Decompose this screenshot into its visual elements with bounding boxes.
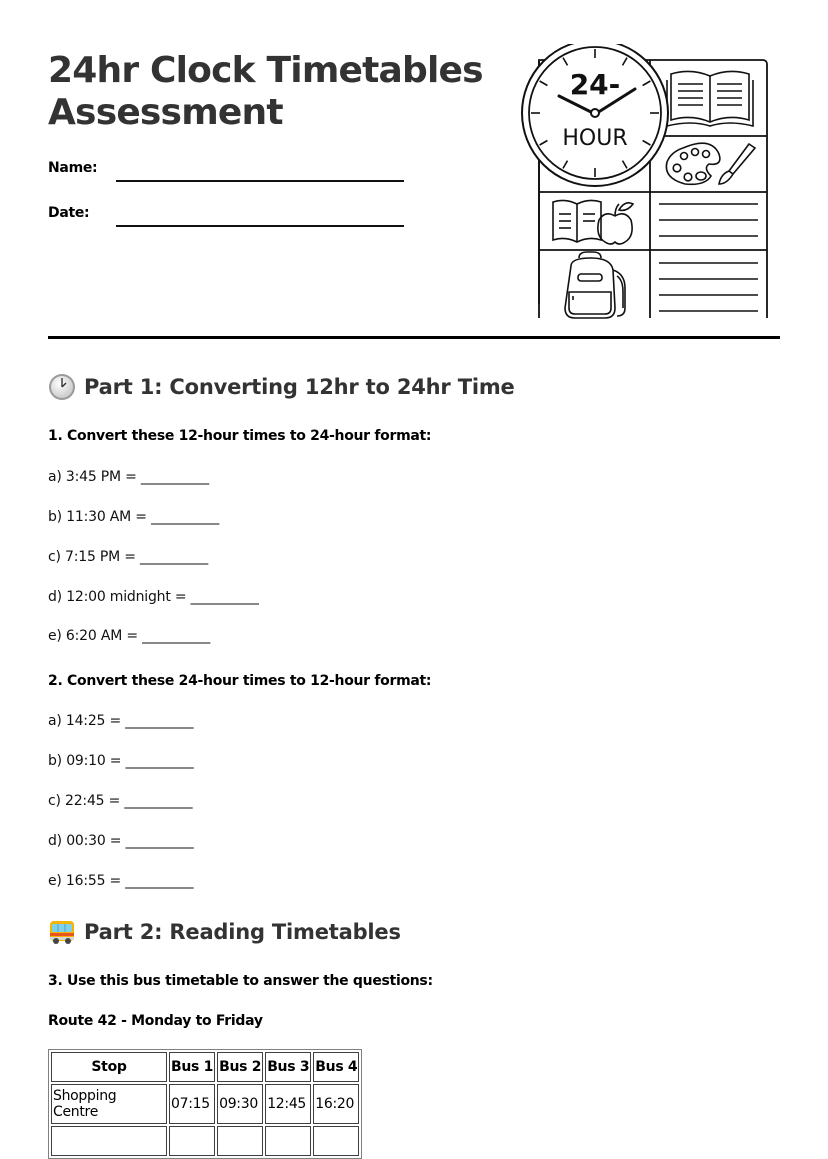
lined-notes-icon (659, 204, 758, 311)
name-field (48, 158, 404, 178)
time-cell: 07:15 (169, 1084, 215, 1124)
q1-item-b[interactable]: b) 11:30 AM = __________ (48, 509, 220, 525)
route-label: Route 42 - Monday to Friday (48, 1013, 263, 1029)
part1-heading (48, 373, 515, 401)
paint-palette-icon (666, 143, 720, 184)
stop-cell (51, 1126, 167, 1156)
page-title (48, 50, 488, 134)
time-cell (217, 1126, 263, 1156)
column-header-bus-3: Bus 3 (265, 1052, 311, 1082)
time-cell: 12:45 (265, 1084, 311, 1124)
title-line-2: Assessment (48, 92, 283, 133)
q1-item-c[interactable]: c) 7:15 PM = __________ (48, 549, 209, 565)
date-label: Date: (48, 205, 90, 221)
svg-text:24-: 24- (569, 68, 621, 101)
column-header-bus-2: Bus 2 (217, 1052, 263, 1082)
q2-item-b[interactable]: b) 09:10 = __________ (48, 753, 194, 769)
column-header-bus-1: Bus 1 (169, 1052, 215, 1082)
header-divider (48, 336, 780, 339)
date-blank-line[interactable] (116, 225, 404, 227)
time-cell (265, 1126, 311, 1156)
time-cell: 09:30 (217, 1084, 263, 1124)
svg-text:HOUR: HOUR (562, 126, 628, 151)
part1-heading-text: Part 1: Converting 12hr to 24hr Time (84, 375, 515, 399)
time-cell (313, 1126, 359, 1156)
part2-heading-text: Part 2: Reading Timetables (84, 920, 401, 944)
book-and-apple-icon (553, 200, 633, 244)
table-row (51, 1126, 359, 1156)
stop-cell: Shopping Centre (51, 1084, 167, 1124)
q2-item-c[interactable]: c) 22:45 = __________ (48, 793, 193, 809)
worksheet-header (48, 0, 780, 340)
paintbrush-icon (719, 144, 755, 184)
clock-icon (522, 44, 668, 186)
worksheet-page (48, 0, 780, 1120)
column-header-bus-4: Bus 4 (313, 1052, 359, 1082)
time-cell: 16:20 (313, 1084, 359, 1124)
q2-item-a[interactable]: a) 14:25 = __________ (48, 713, 194, 729)
clock-emoji-icon (48, 373, 76, 401)
question-2-prompt: 2. Convert these 24-hour times to 12-hour format: (48, 673, 432, 689)
q1-item-a[interactable]: a) 3:45 PM = __________ (48, 469, 209, 485)
backpack-icon (565, 252, 625, 318)
title-line-1: 24hr Clock Timetables (48, 50, 483, 91)
table-row (51, 1084, 359, 1124)
open-book-icon (667, 71, 753, 126)
bus-timetable (48, 1049, 362, 1159)
name-label: Name: (48, 160, 98, 176)
question-3-prompt: 3. Use this bus timetable to answer the questions: (48, 973, 433, 989)
date-field (48, 203, 404, 223)
bus-emoji-icon (48, 918, 76, 946)
q1-item-e[interactable]: e) 6:20 AM = __________ (48, 628, 211, 644)
timetable-illustration (513, 44, 793, 320)
q2-item-d[interactable]: d) 00:30 = __________ (48, 833, 194, 849)
question-1-prompt: 1. Convert these 12-hour times to 24-hour format: (48, 428, 432, 444)
time-cell (169, 1126, 215, 1156)
part2-heading (48, 918, 401, 946)
q2-item-e[interactable]: e) 16:55 = __________ (48, 873, 194, 889)
q1-item-d[interactable]: d) 12:00 midnight = __________ (48, 589, 259, 605)
table-header-row (51, 1052, 359, 1082)
name-blank-line[interactable] (116, 180, 404, 182)
column-header-stop: Stop (51, 1052, 167, 1082)
